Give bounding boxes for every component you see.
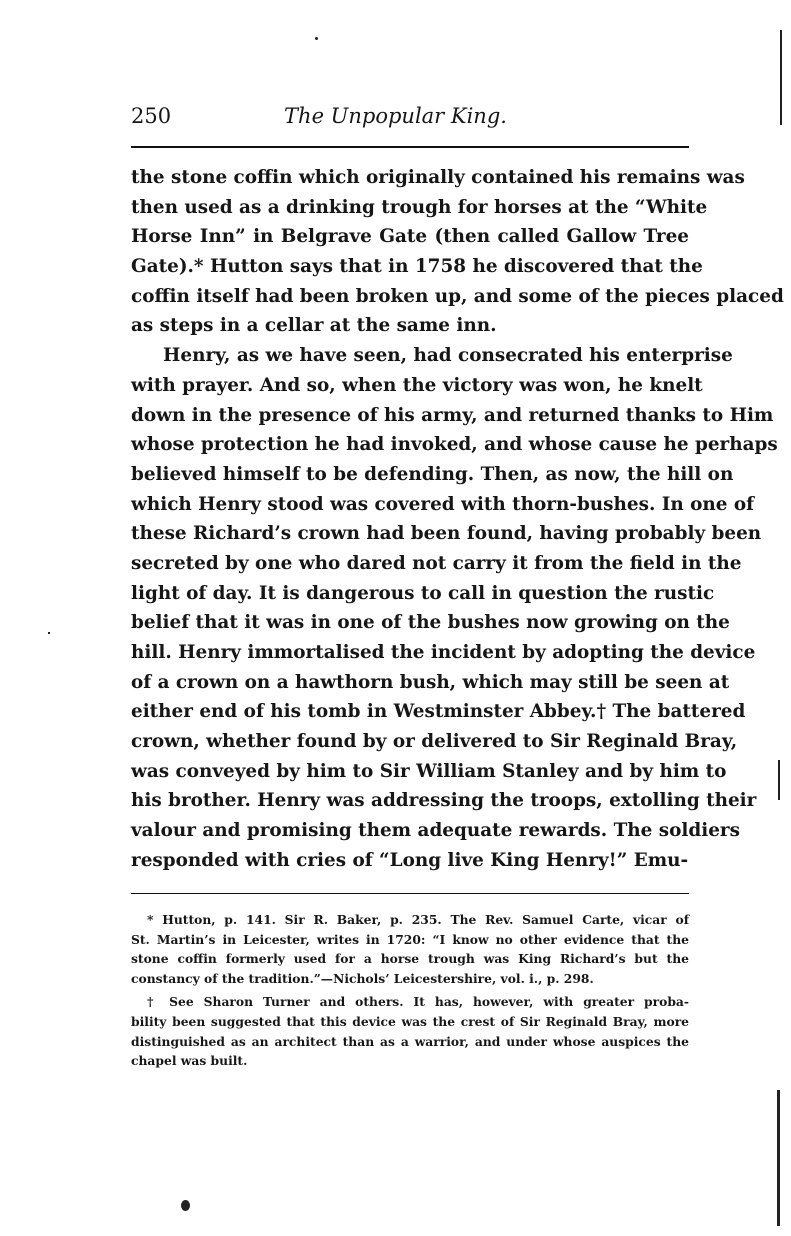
body-line: believed himself to be defending. Then, as now, the hill on xyxy=(131,463,734,485)
body-line: Gate).* Hutton says that in 1758 he discovered that the xyxy=(131,256,703,278)
footnotes xyxy=(131,910,689,1071)
body-line: responded with cries of “Long live King Henry!” Emu- xyxy=(131,849,689,871)
body-line: these Richard’s crown had been found, having probably been xyxy=(131,523,762,545)
body-line: light of day. It is dangerous to call in question the rustic xyxy=(131,582,715,604)
body-line: down in the presence of his army, and returned thanks to Him xyxy=(131,404,774,426)
body-line: then used as a drinking trough for horses at the “White xyxy=(131,196,708,218)
body-line: Horse Inn” in Belgrave Gate (then called Gallow Tree xyxy=(131,226,689,248)
body-line: valour and promising them adequate rewards. The soldiers xyxy=(131,820,740,842)
body-line: hill. Henry immortalised the incident by adopting the device xyxy=(131,642,756,663)
scan-mark xyxy=(777,1090,780,1226)
body-line: either end of his tomb in Westminster Abbey.† The battered xyxy=(131,701,746,723)
body-line: secreted by one who dared not carry it from the field in the xyxy=(131,552,742,574)
scan-mark xyxy=(315,37,318,40)
body-line: coffin itself had been broken up, and some of the pieces placed xyxy=(131,285,784,307)
running-title: The Unpopular King. xyxy=(284,104,507,128)
body-line: Henry, as we have seen, had consecrated his enterprise xyxy=(163,345,733,367)
body-line: whose protection he had invoked, and whose cause he perhaps xyxy=(131,434,778,456)
body-line: of a crown on a hawthorn bush, which may still be seen at xyxy=(131,671,730,693)
scan-mark xyxy=(181,1200,190,1211)
body-line: which Henry stood was covered with thorn-bushes. In one of xyxy=(131,493,755,515)
page-number: 250 xyxy=(131,104,172,128)
body-line: his brother. Henry was addressing the troops, extolling their xyxy=(131,790,757,812)
body-line: crown, whether found by or delivered to Sir Reginald Bray, xyxy=(131,731,738,753)
scan-mark xyxy=(780,30,782,125)
scan-mark xyxy=(48,632,50,634)
body-text xyxy=(131,163,784,876)
scan-mark xyxy=(778,760,780,800)
footnote-line: distinguished as an architect than as a warrior, and under whose auspices the xyxy=(131,1033,689,1049)
footnote-line: chapel was built. xyxy=(131,1053,248,1069)
body-line: with prayer. And so, when the victory was won, he knelt xyxy=(131,374,703,396)
footnote-line: stone coffin formerly used for a horse trough was King Richard’s but the xyxy=(131,951,689,967)
footnote-line: St. Martin’s in Leicester, writes in 1720: “I know no other evidence that the xyxy=(131,931,689,947)
header-rule xyxy=(131,146,689,148)
footnote-line: bility been suggested that this device was the crest of Sir Reginald Bray, more xyxy=(131,1013,689,1029)
body-line: the stone coffin which originally contained his remains was xyxy=(131,167,745,188)
footnote-line: † See Sharon Turner and others. It has, however, with greater proba- xyxy=(147,994,689,1010)
body-line: was conveyed by him to Sir William Stanley and by him to xyxy=(131,760,727,782)
footnote-line: constancy of the tradition.”—Nichols’ Leicestershire, vol. i., p. 298. xyxy=(131,970,594,986)
footnote-line: * Hutton, p. 141. Sir R. Baker, p. 235. The Rev. Samuel Carte, vicar of xyxy=(147,912,689,927)
body-line: belief that it was in one of the bushes now growing on the xyxy=(131,612,730,634)
footnote-rule xyxy=(131,893,689,894)
body-line: as steps in a cellar at the same inn. xyxy=(131,315,497,337)
